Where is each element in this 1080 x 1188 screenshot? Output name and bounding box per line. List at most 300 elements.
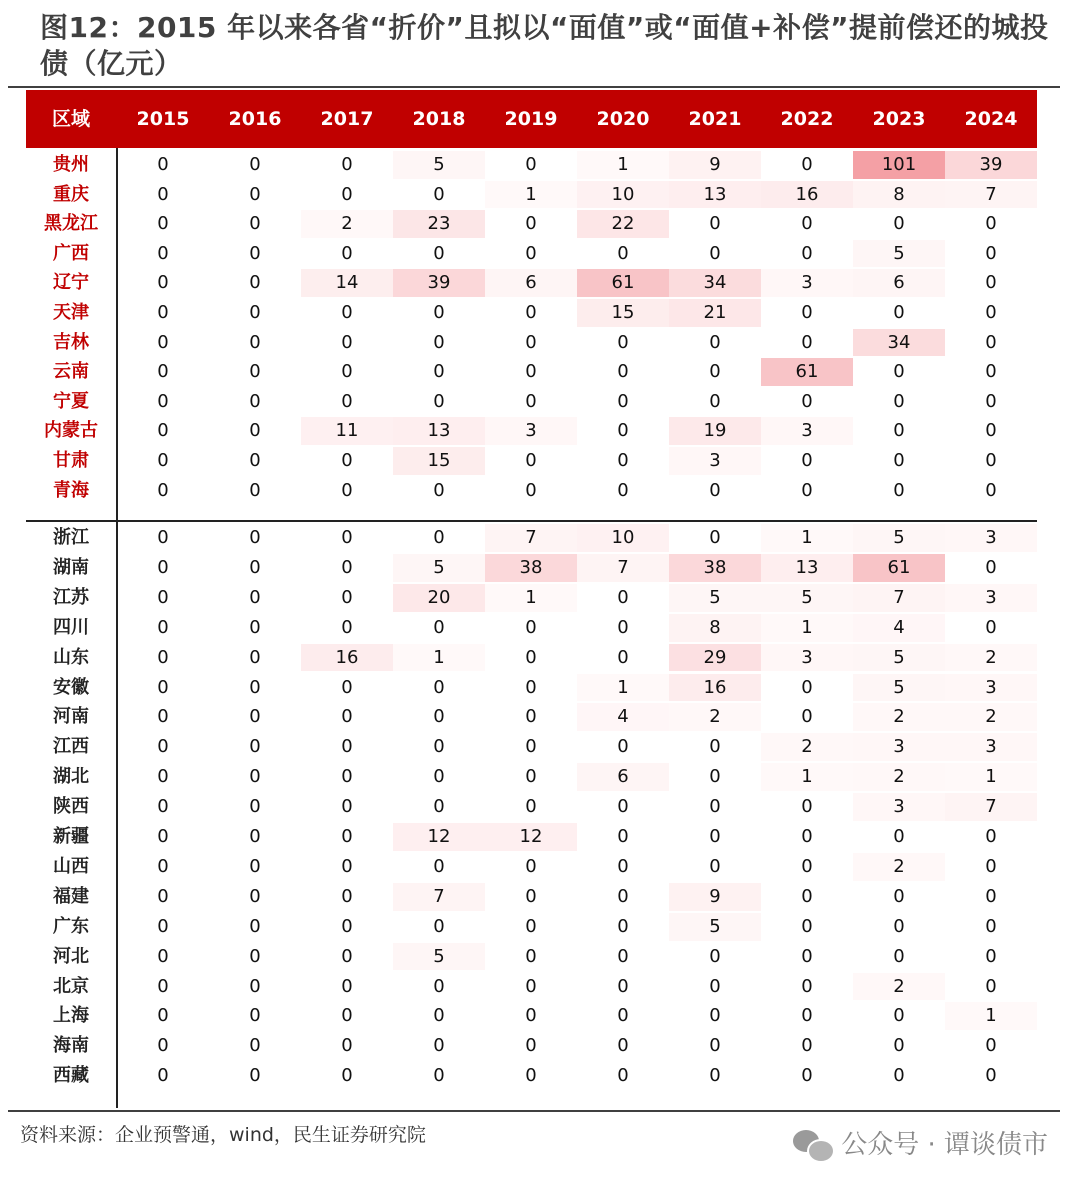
value-cell: 0: [157, 154, 169, 175]
region-label: 河北: [53, 945, 89, 967]
value-cell: 0: [249, 242, 261, 264]
value-cell: 5: [853, 524, 945, 552]
value-cell: 0: [157, 556, 169, 578]
value-cell: 0: [801, 855, 813, 877]
value-cell: 0: [249, 826, 261, 847]
value-cell: 0: [157, 975, 169, 997]
value-cell: 0: [525, 213, 537, 235]
value-cell: 0: [525, 915, 537, 937]
value-cell: 0: [157, 272, 169, 294]
value-cell: 0: [801, 242, 813, 264]
value-cell: 39: [945, 151, 1037, 179]
value-cell: 0: [157, 706, 169, 728]
value-cell: 1: [761, 524, 853, 552]
region-label: 云南: [53, 361, 89, 383]
value-cell: 0: [341, 556, 353, 578]
value-cell: 16: [669, 674, 761, 702]
region-label: 北京: [53, 975, 89, 997]
value-cell: 0: [157, 331, 169, 353]
value-cell: 0: [617, 586, 629, 608]
value-cell: 0: [893, 1005, 905, 1027]
value-cell: 3: [485, 417, 577, 445]
value-cell: 0: [893, 1065, 905, 1087]
value-cell: 9: [669, 883, 761, 911]
value-cell: 0: [617, 616, 629, 638]
value-cell: 0: [157, 213, 169, 235]
region-label: 西藏: [53, 1065, 89, 1087]
region-label: 海南: [53, 1035, 89, 1057]
value-cell: 0: [249, 855, 261, 877]
value-cell: 0: [893, 450, 905, 471]
value-cell: 7: [945, 793, 1037, 821]
value-cell: 2: [853, 853, 945, 881]
value-cell: 2: [853, 973, 945, 1001]
value-cell: 0: [341, 616, 353, 638]
table-row: [0, 476, 1080, 506]
value-cell: 3: [853, 793, 945, 821]
value-cell: 0: [801, 302, 813, 323]
value-cell: 0: [433, 736, 445, 758]
value-cell: 7: [393, 883, 485, 911]
value-cell: 12: [393, 823, 485, 851]
value-cell: 0: [157, 302, 169, 323]
value-cell: 5: [669, 913, 761, 941]
value-cell: 22: [577, 210, 669, 238]
value-cell: 0: [341, 736, 353, 758]
value-cell: 0: [249, 915, 261, 937]
value-cell: 0: [985, 272, 997, 294]
value-cell: 0: [617, 479, 629, 501]
value-cell: 0: [525, 450, 537, 471]
value-cell: 0: [709, 736, 721, 758]
value-cell: 1: [945, 763, 1037, 791]
value-cell: 0: [709, 331, 721, 353]
value-cell: 0: [249, 796, 261, 818]
value-cell: 7: [945, 181, 1037, 209]
value-cell: 3: [761, 644, 853, 672]
header-year: 2021: [688, 108, 742, 130]
bottom-divider: [8, 1110, 1060, 1112]
value-cell: 0: [341, 676, 353, 698]
value-cell: 0: [157, 855, 169, 877]
value-cell: 0: [709, 479, 721, 501]
value-cell: 0: [801, 1035, 813, 1057]
table-row: [0, 882, 1080, 912]
value-cell: 0: [617, 420, 629, 442]
value-cell: 0: [433, 1035, 445, 1057]
value-cell: 0: [249, 646, 261, 668]
value-cell: 0: [525, 331, 537, 353]
value-cell: 38: [485, 554, 577, 582]
value-cell: 0: [617, 646, 629, 668]
table-row: [0, 1001, 1080, 1031]
value-cell: 0: [249, 272, 261, 294]
value-cell: 101: [853, 151, 945, 179]
table-row: [0, 912, 1080, 942]
value-cell: 0: [985, 826, 997, 847]
value-cell: 0: [985, 975, 997, 997]
value-cell: 0: [709, 361, 721, 383]
value-cell: 0: [433, 676, 445, 698]
value-cell: 7: [577, 554, 669, 582]
value-cell: 0: [709, 1005, 721, 1027]
value-cell: 0: [249, 390, 261, 412]
value-cell: 0: [709, 1065, 721, 1087]
value-cell: 0: [249, 1005, 261, 1027]
value-cell: 0: [249, 527, 261, 548]
region-column-divider: [116, 148, 118, 1108]
value-cell: 0: [249, 1065, 261, 1087]
table-row: [0, 446, 1080, 476]
region-label: 山东: [53, 646, 89, 668]
table-row: [0, 583, 1080, 613]
value-cell: 0: [893, 945, 905, 967]
value-cell: 0: [525, 796, 537, 818]
value-cell: 0: [985, 1035, 997, 1057]
value-cell: 0: [985, 213, 997, 235]
value-cell: 0: [709, 242, 721, 264]
value-cell: 0: [249, 736, 261, 758]
value-cell: 0: [525, 1065, 537, 1087]
table-row: [0, 822, 1080, 852]
value-cell: 0: [893, 826, 905, 847]
table-row: [0, 852, 1080, 882]
value-cell: 0: [157, 1005, 169, 1027]
value-cell: 0: [985, 361, 997, 383]
region-label: 河南: [53, 706, 89, 728]
value-cell: 0: [801, 706, 813, 728]
value-cell: 0: [617, 885, 629, 907]
table-row: [0, 732, 1080, 762]
header-year: 2024: [964, 108, 1018, 130]
value-cell: 0: [985, 915, 997, 937]
value-cell: 0: [893, 302, 905, 323]
region-label: 新疆: [53, 826, 89, 847]
table-row: [0, 150, 1080, 180]
title-divider: [8, 86, 1060, 88]
value-cell: 0: [157, 945, 169, 967]
value-cell: 0: [157, 616, 169, 638]
value-cell: 0: [801, 154, 813, 175]
value-cell: 13: [393, 417, 485, 445]
region-label: 内蒙古: [44, 420, 98, 442]
value-cell: 0: [801, 1005, 813, 1027]
value-cell: 0: [157, 676, 169, 698]
value-cell: 3: [669, 447, 761, 475]
value-cell: 0: [985, 945, 997, 967]
value-cell: 0: [709, 796, 721, 818]
value-cell: 0: [525, 945, 537, 967]
value-cell: 0: [985, 855, 997, 877]
value-cell: 20: [393, 584, 485, 612]
value-cell: 0: [525, 479, 537, 501]
value-cell: 0: [249, 586, 261, 608]
value-cell: 0: [893, 885, 905, 907]
value-cell: 5: [393, 943, 485, 971]
value-cell: 11: [301, 417, 393, 445]
value-cell: 0: [893, 915, 905, 937]
value-cell: 6: [485, 269, 577, 297]
value-cell: 0: [341, 706, 353, 728]
value-cell: 0: [433, 1065, 445, 1087]
value-cell: 6: [853, 269, 945, 297]
value-cell: 0: [249, 706, 261, 728]
value-cell: 0: [985, 556, 997, 578]
region-label: 上海: [53, 1005, 89, 1027]
table-row: [0, 762, 1080, 792]
value-cell: 0: [157, 242, 169, 264]
value-cell: 0: [341, 302, 353, 323]
value-cell: 0: [525, 616, 537, 638]
table-row: [0, 180, 1080, 210]
table-row: [0, 387, 1080, 417]
header-region: 区域: [51, 108, 90, 130]
value-cell: 0: [617, 242, 629, 264]
value-cell: 0: [157, 915, 169, 937]
value-cell: 1: [577, 151, 669, 179]
chart-title: 图12：2015 年以来各省“折价”且拟以“面值”或“面值+补偿”提前偿还的城投债（亿元）: [40, 11, 1049, 80]
value-cell: 0: [985, 450, 997, 471]
table-row: [0, 673, 1080, 703]
value-cell: 3: [761, 417, 853, 445]
value-cell: 0: [341, 1005, 353, 1027]
value-cell: 39: [393, 269, 485, 297]
value-cell: 0: [893, 420, 905, 442]
value-cell: 0: [157, 885, 169, 907]
region-label: 四川: [53, 616, 89, 638]
value-cell: 23: [393, 210, 485, 238]
value-cell: 0: [433, 616, 445, 638]
table-row: [0, 523, 1080, 553]
value-cell: 0: [525, 1005, 537, 1027]
value-cell: 0: [985, 242, 997, 264]
value-cell: 3: [853, 733, 945, 761]
value-cell: 0: [249, 331, 261, 353]
value-cell: 0: [617, 361, 629, 383]
value-cell: 0: [341, 766, 353, 788]
value-cell: 0: [709, 826, 721, 847]
value-cell: 3: [945, 674, 1037, 702]
table-row: [0, 1031, 1080, 1061]
region-label: 湖北: [53, 766, 89, 788]
value-cell: 0: [525, 390, 537, 412]
watermark-text: 公众号 · 谭谈债市: [841, 1130, 1048, 1160]
value-cell: 0: [433, 361, 445, 383]
value-cell: 4: [577, 703, 669, 731]
table-row: [0, 268, 1080, 298]
header-year: 2018: [412, 108, 466, 130]
value-cell: 0: [617, 1035, 629, 1057]
value-cell: 5: [853, 674, 945, 702]
value-cell: 0: [249, 361, 261, 383]
value-cell: 9: [669, 151, 761, 179]
value-cell: 0: [249, 213, 261, 235]
value-cell: 0: [341, 527, 353, 548]
value-cell: 4: [853, 614, 945, 642]
value-cell: 0: [801, 331, 813, 353]
value-cell: 0: [341, 331, 353, 353]
value-cell: 0: [157, 766, 169, 788]
value-cell: 0: [433, 975, 445, 997]
value-cell: 1: [761, 614, 853, 642]
value-cell: 0: [617, 736, 629, 758]
value-cell: 1: [945, 1002, 1037, 1030]
table-row: [0, 553, 1080, 583]
value-cell: 0: [617, 975, 629, 997]
value-cell: 3: [761, 269, 853, 297]
value-cell: 0: [525, 676, 537, 698]
value-cell: 0: [157, 527, 169, 548]
value-cell: 0: [341, 885, 353, 907]
value-cell: 0: [617, 945, 629, 967]
value-cell: 16: [761, 181, 853, 209]
value-cell: 0: [893, 479, 905, 501]
value-cell: 0: [433, 527, 445, 548]
region-label: 吉林: [53, 331, 89, 353]
value-cell: 0: [249, 450, 261, 471]
value-cell: 0: [341, 855, 353, 877]
value-cell: 0: [341, 915, 353, 937]
value-cell: 0: [157, 586, 169, 608]
table-row: [0, 792, 1080, 822]
value-cell: 0: [433, 706, 445, 728]
value-cell: 1: [393, 644, 485, 672]
value-cell: 0: [617, 855, 629, 877]
table-row: [0, 702, 1080, 732]
value-cell: 0: [433, 915, 445, 937]
header-year: 2017: [320, 108, 374, 130]
value-cell: 5: [669, 584, 761, 612]
region-label: 辽宁: [53, 272, 89, 294]
value-cell: 3: [945, 584, 1037, 612]
value-cell: 0: [985, 885, 997, 907]
watermark: [793, 1127, 1048, 1163]
value-cell: 0: [709, 975, 721, 997]
value-cell: 5: [853, 644, 945, 672]
value-cell: 2: [761, 733, 853, 761]
value-cell: 0: [801, 390, 813, 412]
value-cell: 0: [709, 855, 721, 877]
value-cell: 61: [853, 554, 945, 582]
value-cell: 0: [617, 450, 629, 471]
value-cell: 15: [393, 447, 485, 475]
value-cell: 0: [525, 706, 537, 728]
value-cell: 0: [433, 766, 445, 788]
value-cell: 5: [853, 240, 945, 268]
value-cell: 0: [433, 331, 445, 353]
value-cell: 15: [577, 299, 669, 327]
value-cell: 0: [341, 945, 353, 967]
value-cell: 0: [985, 1065, 997, 1087]
value-cell: 0: [249, 676, 261, 698]
value-cell: 0: [157, 420, 169, 442]
value-cell: 0: [709, 527, 721, 548]
value-cell: 0: [249, 302, 261, 323]
value-cell: 0: [617, 331, 629, 353]
value-cell: 0: [801, 1065, 813, 1087]
region-label: 浙江: [53, 527, 89, 548]
value-cell: 0: [249, 945, 261, 967]
value-cell: 0: [801, 826, 813, 847]
value-cell: 0: [525, 855, 537, 877]
value-cell: 0: [985, 302, 997, 323]
header-year: 2022: [780, 108, 834, 130]
value-cell: 29: [669, 644, 761, 672]
value-cell: 2: [669, 703, 761, 731]
value-cell: 0: [709, 213, 721, 235]
value-cell: 0: [341, 975, 353, 997]
value-cell: 2: [853, 703, 945, 731]
value-cell: 0: [893, 390, 905, 412]
value-cell: 0: [341, 361, 353, 383]
region-label: 湖南: [53, 556, 89, 578]
value-cell: 0: [525, 646, 537, 668]
value-cell: 0: [893, 213, 905, 235]
value-cell: 2: [853, 763, 945, 791]
table-row: [0, 1061, 1080, 1091]
value-cell: 0: [341, 826, 353, 847]
region-label: 天津: [53, 302, 89, 323]
value-cell: 0: [249, 556, 261, 578]
table-row: [0, 416, 1080, 446]
value-cell: 0: [985, 331, 997, 353]
value-cell: 0: [341, 1035, 353, 1057]
value-cell: 0: [249, 1035, 261, 1057]
table-row: [0, 613, 1080, 643]
value-cell: 0: [801, 975, 813, 997]
group-separator: [26, 520, 1037, 522]
value-cell: 0: [617, 826, 629, 847]
value-cell: 34: [853, 329, 945, 357]
table-row: [0, 972, 1080, 1002]
value-cell: 0: [433, 479, 445, 501]
value-cell: 0: [341, 1065, 353, 1087]
value-cell: 0: [249, 183, 261, 205]
region-label: 宁夏: [53, 390, 89, 412]
table-row: [0, 942, 1080, 972]
region-label: 江西: [53, 736, 89, 758]
value-cell: 3: [945, 524, 1037, 552]
value-cell: 0: [525, 766, 537, 788]
source-note: 资料来源：企业预警通，wind，民生证券研究院: [20, 1124, 426, 1146]
value-cell: 0: [525, 242, 537, 264]
value-cell: 19: [669, 417, 761, 445]
header-year: 2016: [228, 108, 282, 130]
value-cell: 0: [157, 1035, 169, 1057]
value-cell: 6: [577, 763, 669, 791]
value-cell: 0: [985, 390, 997, 412]
value-cell: 0: [157, 390, 169, 412]
value-cell: 2: [945, 644, 1037, 672]
value-cell: 0: [893, 361, 905, 383]
region-label: 陕西: [53, 796, 89, 818]
region-label: 青海: [53, 479, 89, 501]
value-cell: 0: [249, 154, 261, 175]
value-cell: 0: [617, 390, 629, 412]
value-cell: 0: [249, 885, 261, 907]
value-cell: 0: [249, 766, 261, 788]
value-cell: 0: [525, 975, 537, 997]
region-label: 广西: [53, 242, 89, 264]
value-cell: 1: [485, 584, 577, 612]
value-cell: 38: [669, 554, 761, 582]
value-cell: 0: [341, 242, 353, 264]
value-cell: 0: [433, 302, 445, 323]
value-cell: 0: [525, 1035, 537, 1057]
value-cell: 0: [893, 1035, 905, 1057]
value-cell: 0: [157, 479, 169, 501]
value-cell: 8: [853, 181, 945, 209]
